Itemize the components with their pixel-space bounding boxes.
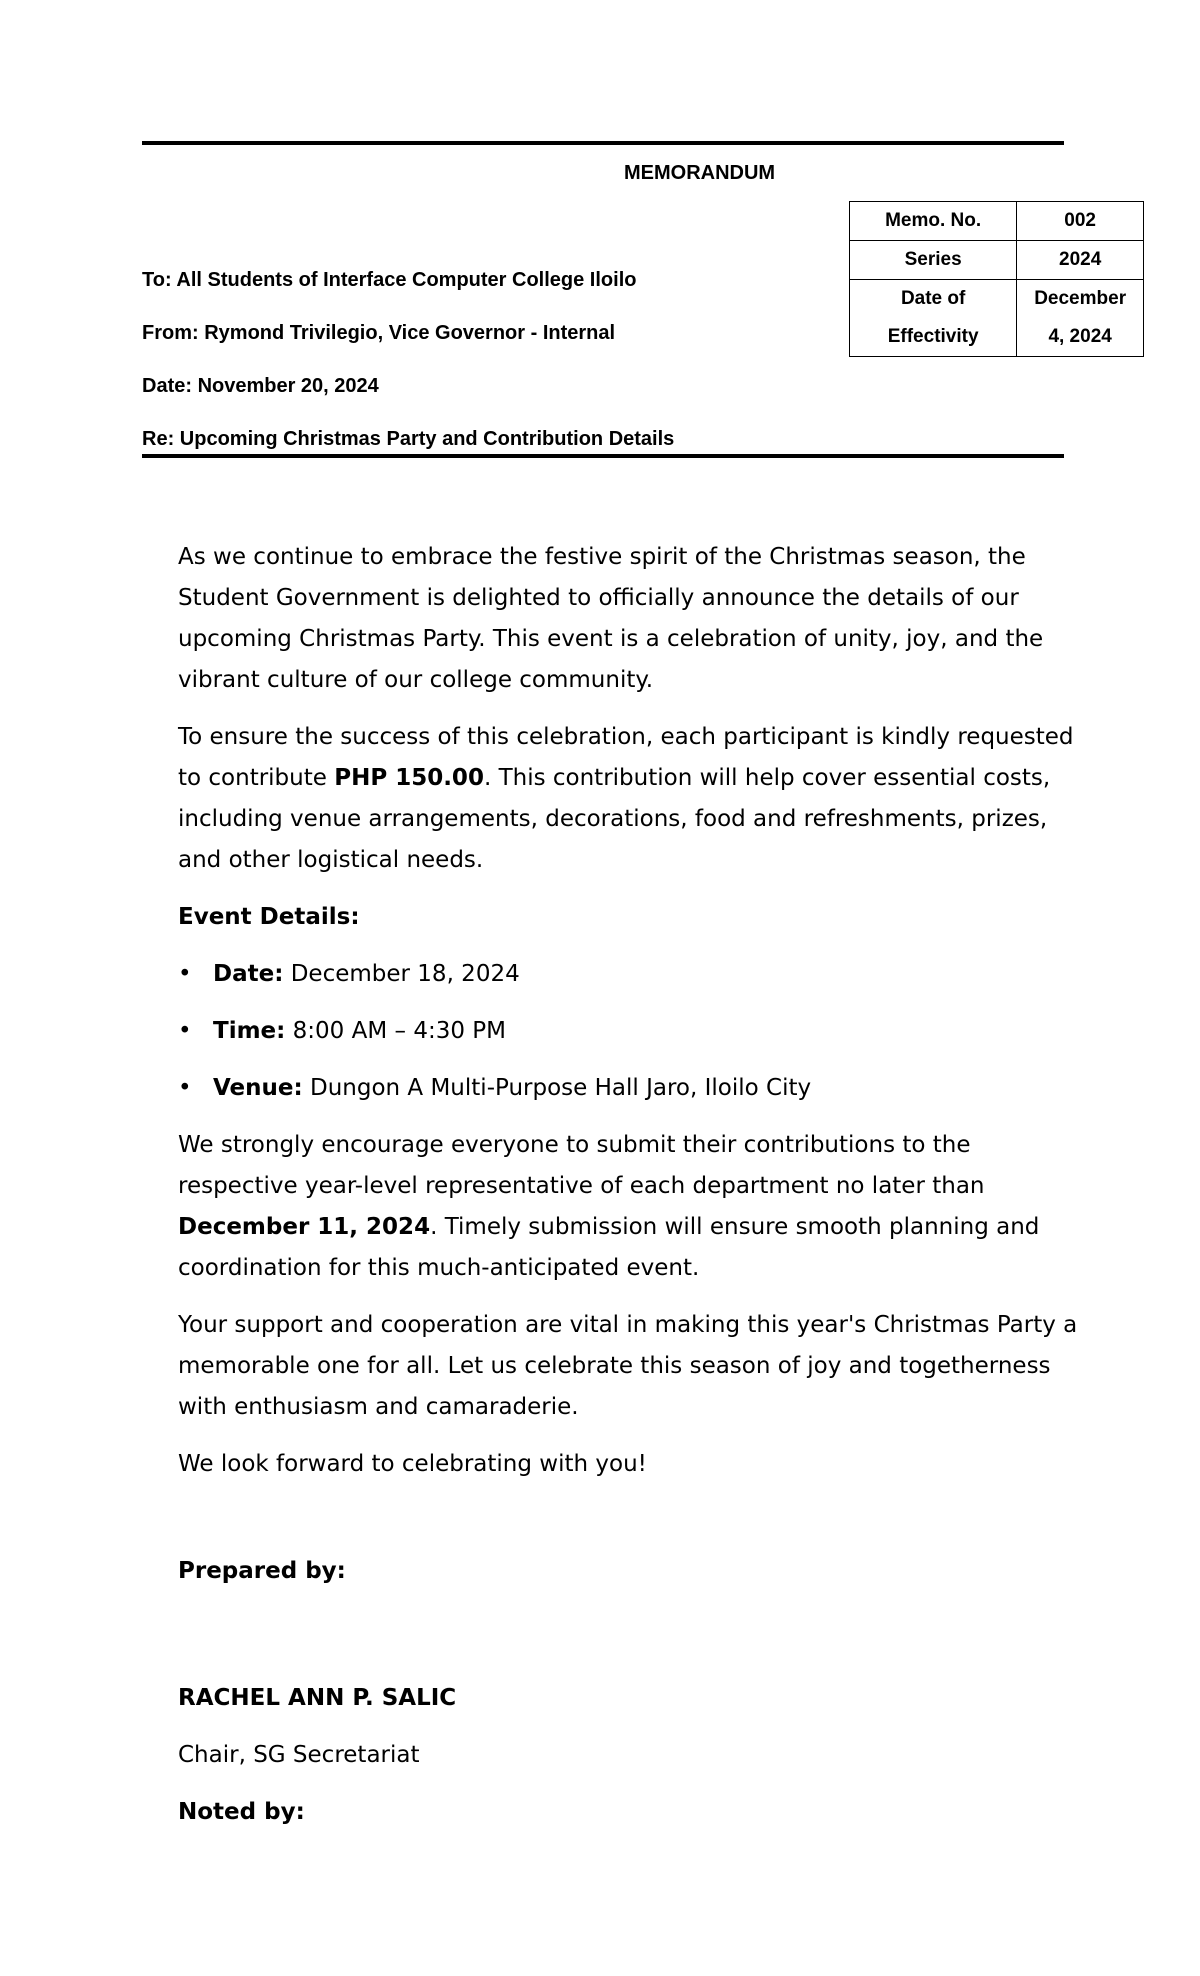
effectivity-value-line1: December bbox=[1034, 288, 1127, 309]
series-label: Series bbox=[850, 241, 1017, 280]
prepared-by-label: Prepared by: bbox=[178, 1558, 346, 1584]
effectivity-value-line2: 4, 2024 bbox=[1048, 326, 1112, 347]
contribution-text-before: To ensure the success of this celebration, each participant is kindly requested to contribute bbox=[178, 724, 1074, 791]
spacer bbox=[178, 1608, 1078, 1678]
deadline-date: December 11, 2024 bbox=[178, 1214, 431, 1240]
effectivity-label-line2: Effectivity bbox=[887, 326, 979, 347]
deadline-paragraph bbox=[178, 1125, 1078, 1289]
support-paragraph: Your support and cooperation are vital in making this year's Christmas Party a memorable one for all. Let us celebrate this season of joy and togetherness with enthusiasm and camaraderie. bbox=[178, 1312, 1078, 1420]
memo-date: Date: November 20, 2024 bbox=[142, 375, 379, 397]
event-time-item bbox=[178, 1011, 1078, 1052]
event-date-item bbox=[178, 954, 1078, 995]
event-details-list bbox=[178, 954, 1078, 1109]
intro-paragraph: As we continue to embrace the festive spirit of the Christmas season, the Student Government is delighted to officially announce the details of our upcoming Christmas Party. This event is a celebration of unity, joy, and the vibrant culture of our college community. bbox=[178, 544, 1044, 693]
memo-no-label: Memo. No. bbox=[850, 202, 1017, 241]
event-venue-item bbox=[178, 1068, 1078, 1109]
event-date-value: December 18, 2024 bbox=[283, 961, 520, 987]
contribution-paragraph bbox=[178, 717, 1078, 881]
bullet-icon: • bbox=[178, 1075, 192, 1101]
contribution-text-after: . This contribution will help cover essential costs, including venue arrangements, decorations, food and refreshments, prizes, and other logistical needs. bbox=[178, 765, 1051, 873]
event-details-heading: Event Details: bbox=[178, 904, 360, 930]
memo-subject: Re: Upcoming Christmas Party and Contribution Details bbox=[142, 428, 675, 450]
memo-body bbox=[178, 537, 1078, 1849]
memo-no-value: 002 bbox=[1017, 202, 1144, 241]
memo-to: To: All Students of Interface Computer College Iloilo bbox=[142, 269, 637, 291]
series-value: 2024 bbox=[1017, 241, 1144, 280]
effectivity-value bbox=[1017, 280, 1144, 357]
spacer bbox=[178, 1501, 1078, 1551]
event-time-label: Time: bbox=[213, 1018, 286, 1044]
series-row bbox=[850, 241, 1144, 280]
effectivity-label bbox=[850, 280, 1017, 357]
memo-title: MEMORANDUM bbox=[624, 162, 776, 184]
event-date-label: Date: bbox=[213, 961, 284, 987]
preparer-title: Chair, SG Secretariat bbox=[178, 1742, 420, 1768]
event-venue-value: Dungon A Multi-Purpose Hall Jaro, Iloilo City bbox=[302, 1075, 812, 1101]
deadline-text-before: We strongly encourage everyone to submit their contributions to the respective year-level representative of each department no later than bbox=[178, 1132, 985, 1199]
closing-paragraph: We look forward to celebrating with you! bbox=[178, 1451, 647, 1477]
bullet-icon: • bbox=[178, 961, 192, 987]
deadline-text-after: . Timely submission will ensure smooth planning and coordination for this much-anticipated event. bbox=[178, 1214, 1040, 1281]
event-time-value: 8:00 AM – 4:30 PM bbox=[285, 1018, 506, 1044]
memo-from: From: Rymond Trivilegio, Vice Governor - Internal bbox=[142, 322, 616, 344]
header-bottom-rule bbox=[142, 454, 1064, 458]
preparer-name: RACHEL ANN P. SALIC bbox=[178, 1685, 457, 1711]
noted-by-label: Noted by: bbox=[178, 1799, 305, 1825]
bullet-icon: • bbox=[178, 1018, 192, 1044]
contribution-amount: PHP 150.00 bbox=[334, 765, 484, 791]
effectivity-row bbox=[850, 280, 1144, 357]
event-venue-label: Venue: bbox=[213, 1075, 303, 1101]
header-top-rule bbox=[142, 141, 1064, 145]
memo-info-table bbox=[849, 201, 1144, 357]
effectivity-label-line1: Date of bbox=[900, 288, 966, 309]
memo-no-row bbox=[850, 202, 1144, 241]
